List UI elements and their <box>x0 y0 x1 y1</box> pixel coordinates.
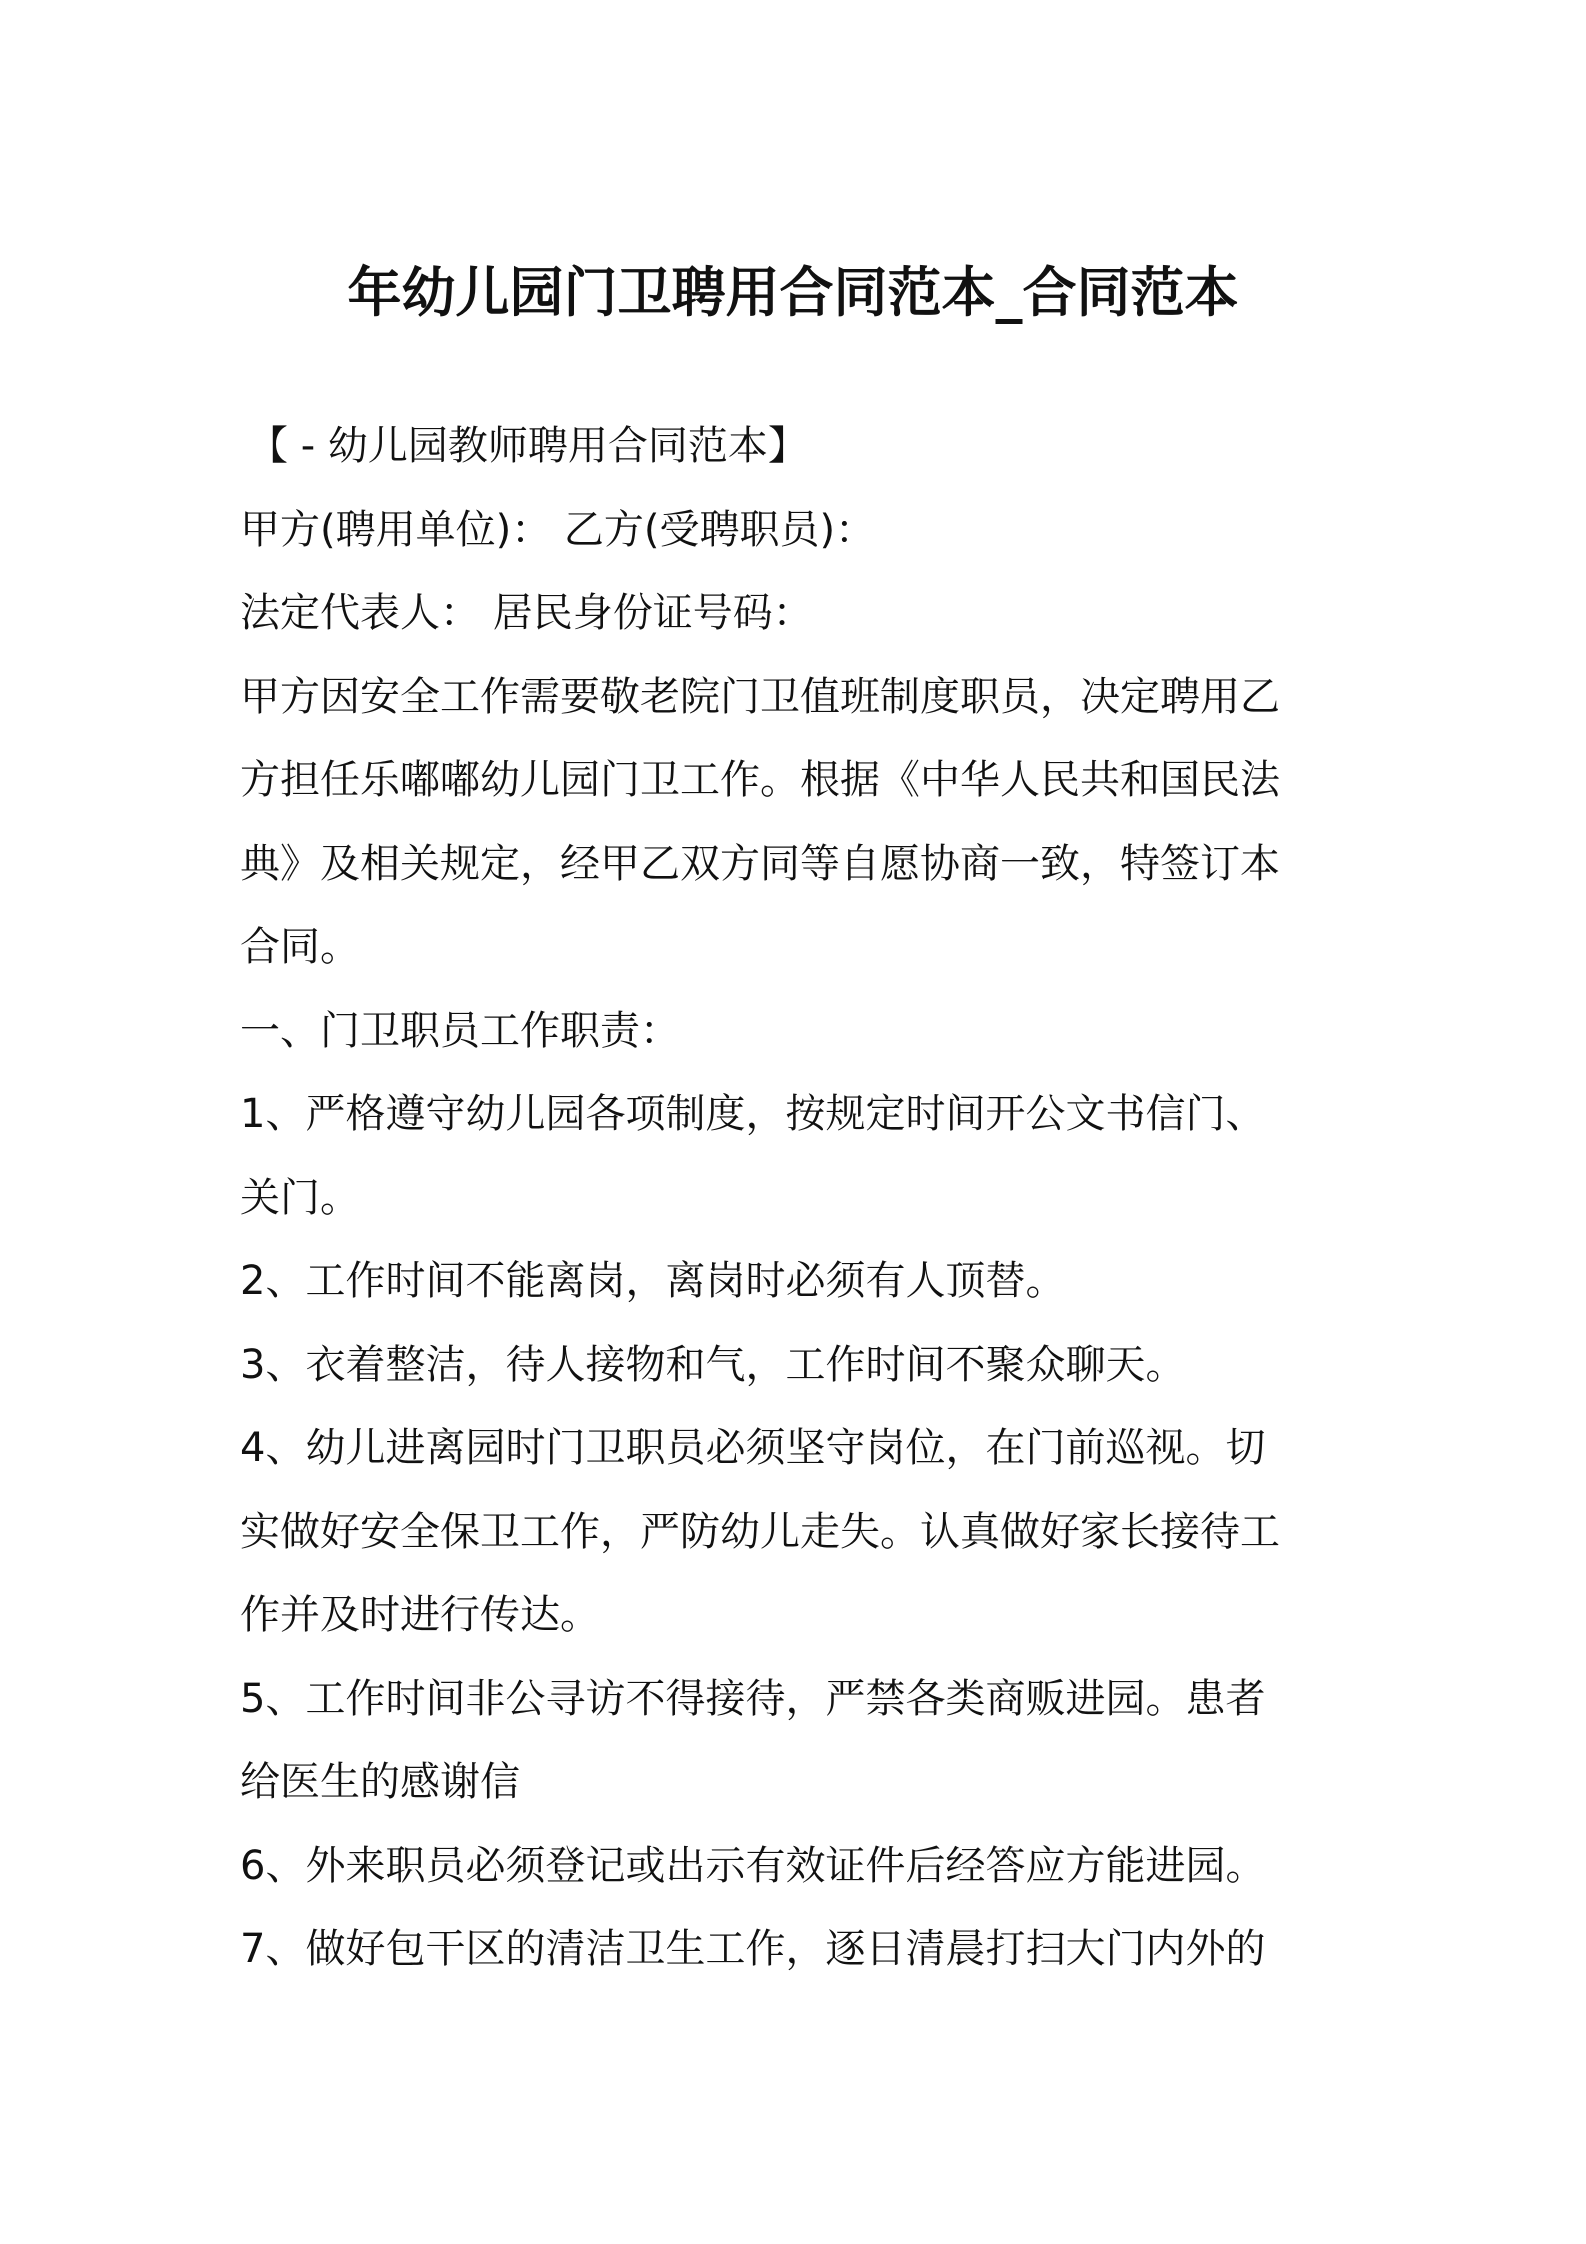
section-heading: 一、门卫职员工作职责： <box>240 1007 680 1054</box>
paragraph-line: 【 - 幼儿园教师聘用合同范本】 <box>248 423 808 469</box>
document-body <box>240 405 1360 1992</box>
list-item-line: 1、严格遵守幼儿园各项制度，按规定时间开公文书信门、 <box>240 1091 1266 1137</box>
list-item-line: 关门。 <box>240 1174 360 1221</box>
list-item-line: 5、工作时间非公寻访不得接待，严禁各类商贩进园。患者 <box>240 1675 1266 1722</box>
document-title: 年幼儿园门卫聘用合同范本_合同范本 <box>347 261 1239 324</box>
list-item-line: 2、工作时间不能离岗，离岗时必须有人顶替。 <box>240 1258 1066 1304</box>
list-item-line: 6、外来职员必须登记或出示有效证件后经答应方能进园。 <box>240 1842 1266 1889</box>
paragraph-line: 法定代表人： 居民身份证号码： <box>240 590 813 636</box>
paragraph-line: 甲方因安全工作需要敬老院门卫值班制度职员，决定聘用乙 <box>240 673 1280 720</box>
list-item-line: 3、衣着整洁，待人接物和气，工作时间不聚众聊天。 <box>240 1341 1186 1388</box>
list-item-line: 作并及时进行传达。 <box>240 1592 600 1638</box>
paragraph-line: 典》及相关规定，经甲乙双方同等自愿协商一致，特签订本 <box>240 840 1280 887</box>
list-item-line: 实做好安全保卫工作，严防幼儿走失。认真做好家长接待工 <box>240 1508 1280 1555</box>
list-item-line: 7、做好包干区的清洁卫生工作，逐日清晨打扫大门内外的 <box>240 1926 1266 1972</box>
paragraph-line: 甲方(聘用单位)： 乙方(受聘职员)： <box>240 506 876 553</box>
paragraph-line: 方担任乐嘟嘟幼儿园门卫工作。根据《中华人民共和国民法 <box>240 757 1280 803</box>
list-item-line: 4、幼儿进离园时门卫职员必须坚守岗位，在门前巡视。切 <box>240 1425 1266 1471</box>
list-item-line: 给医生的感谢信 <box>240 1759 520 1805</box>
paragraph-line: 合同。 <box>240 924 360 970</box>
